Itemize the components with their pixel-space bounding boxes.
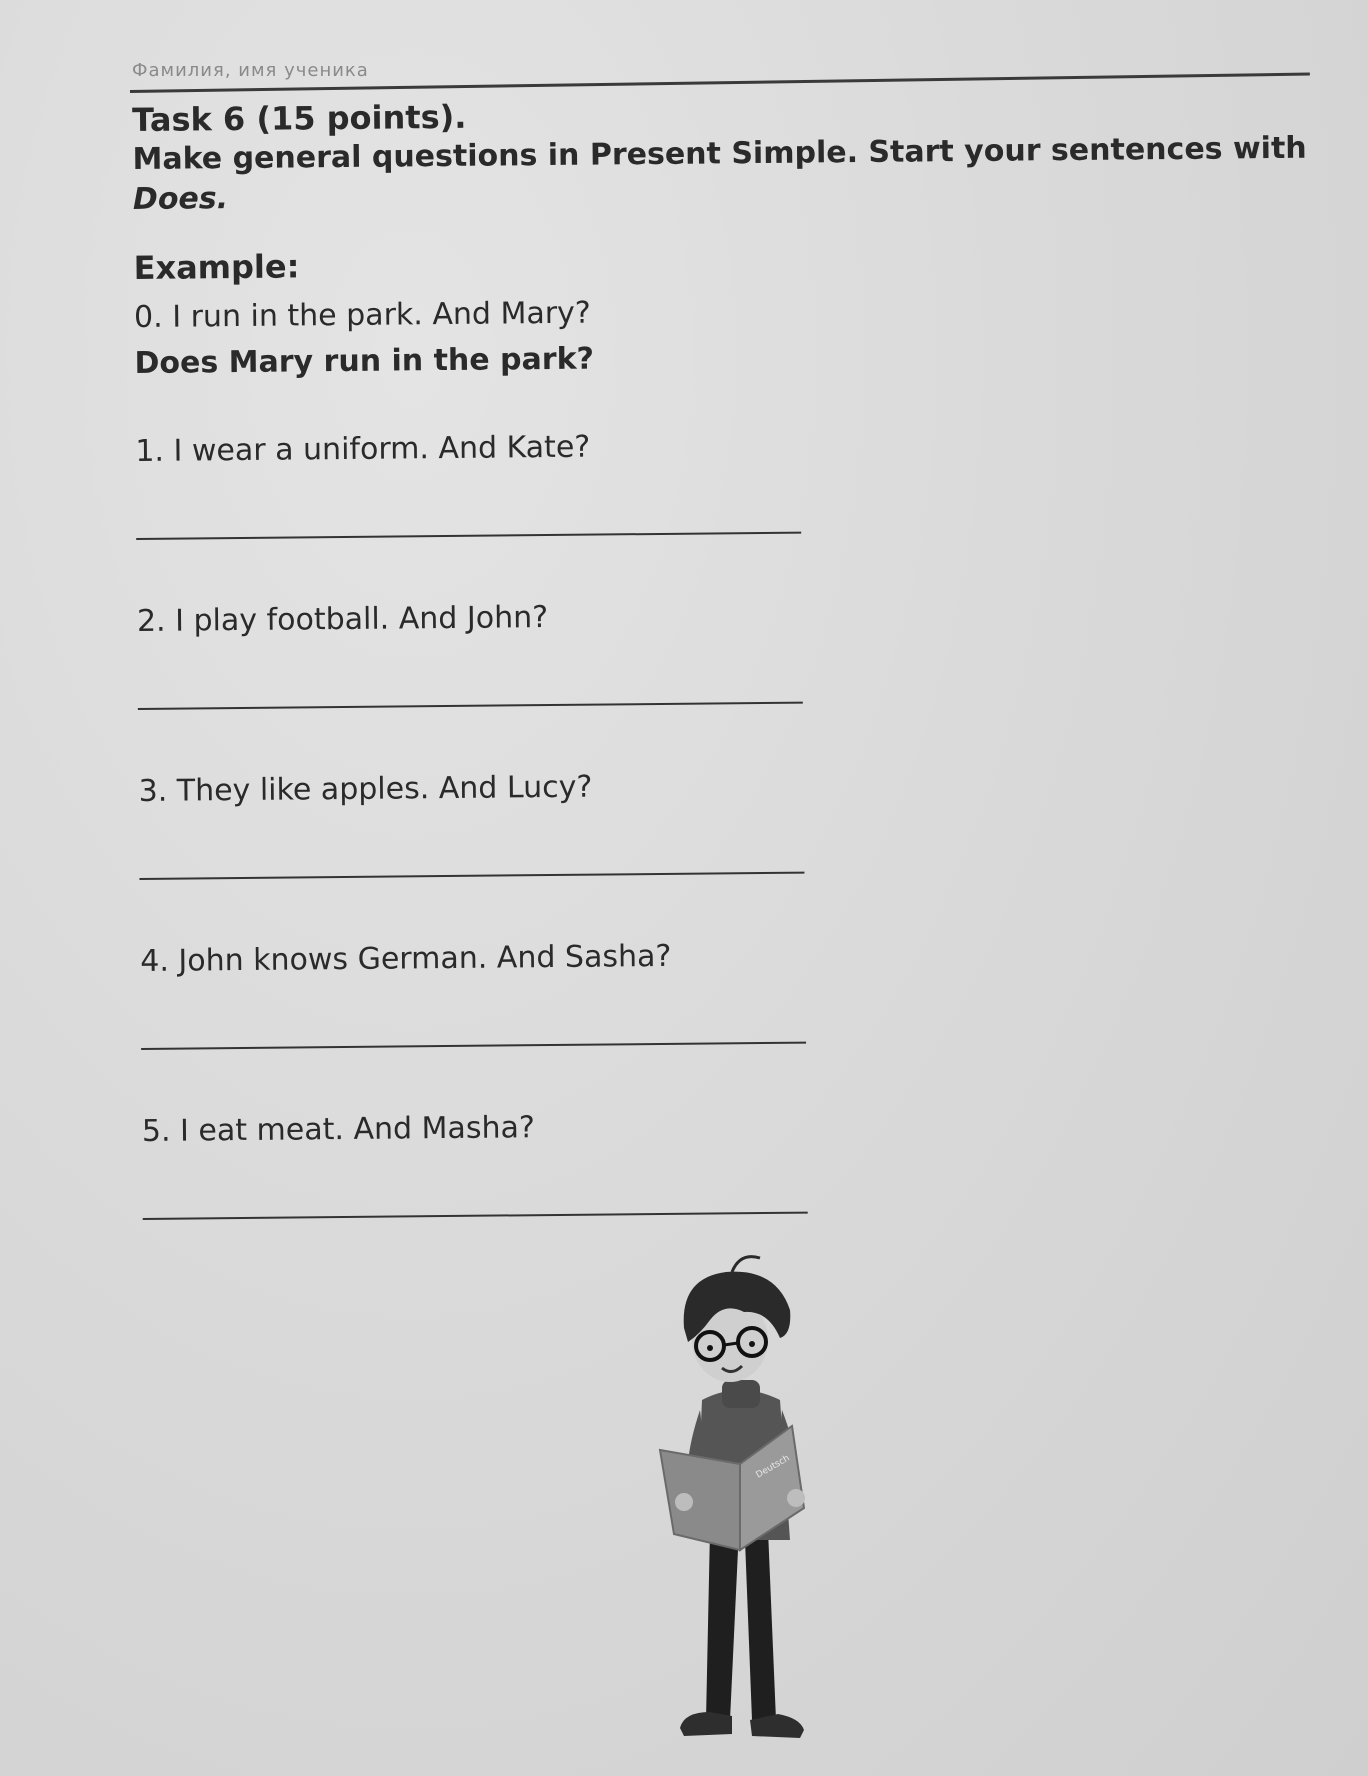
boy-collar [722, 1380, 760, 1408]
boy-left-leg [706, 1530, 738, 1720]
boy-hair-curl [732, 1257, 760, 1272]
boy-left-hand [675, 1493, 693, 1511]
question-3: 3. They like apples. And Lucy? [138, 769, 593, 809]
boy-right-leg [745, 1530, 776, 1720]
question-1: 1. I wear a uniform. And Kate? [135, 429, 591, 469]
example-prompt: 0. I run in the park. And Mary? [133, 295, 591, 335]
task-title: Task 6 (15 points). [132, 97, 467, 139]
student-name-label: Фамилия, имя ученика [132, 60, 369, 81]
answer-line-5[interactable] [143, 1212, 808, 1220]
task-content [132, 89, 1323, 1220]
question-2: 2. I play football. And John? [136, 600, 549, 639]
answer-line-4[interactable] [141, 1042, 806, 1050]
question-4: 4. John knows German. And Sasha? [140, 938, 672, 979]
question-5: 5. I eat meat. And Masha? [141, 1110, 535, 1149]
answer-line-3[interactable] [139, 872, 804, 880]
book-title: Deutsch [754, 1453, 792, 1481]
task-instruction-emphasis: Does. [132, 181, 229, 217]
boy-right-hand [787, 1489, 805, 1507]
boy-reading-illustration [640, 1250, 840, 1770]
task-instruction [132, 129, 1313, 220]
task-instruction-text: Make general questions in Present Simple. Start your sentences with [132, 130, 1307, 177]
example-answer: Does Mary run in the park? [134, 341, 595, 381]
example-label: Example: [133, 247, 300, 287]
boy-left-shoe [680, 1712, 732, 1736]
answer-line-1[interactable] [136, 532, 801, 540]
glasses-bridge [724, 1343, 738, 1345]
book-left-page [660, 1450, 740, 1550]
answer-line-2[interactable] [138, 702, 803, 710]
boy-left-eye [707, 1345, 713, 1351]
boy-right-eye [749, 1341, 755, 1347]
